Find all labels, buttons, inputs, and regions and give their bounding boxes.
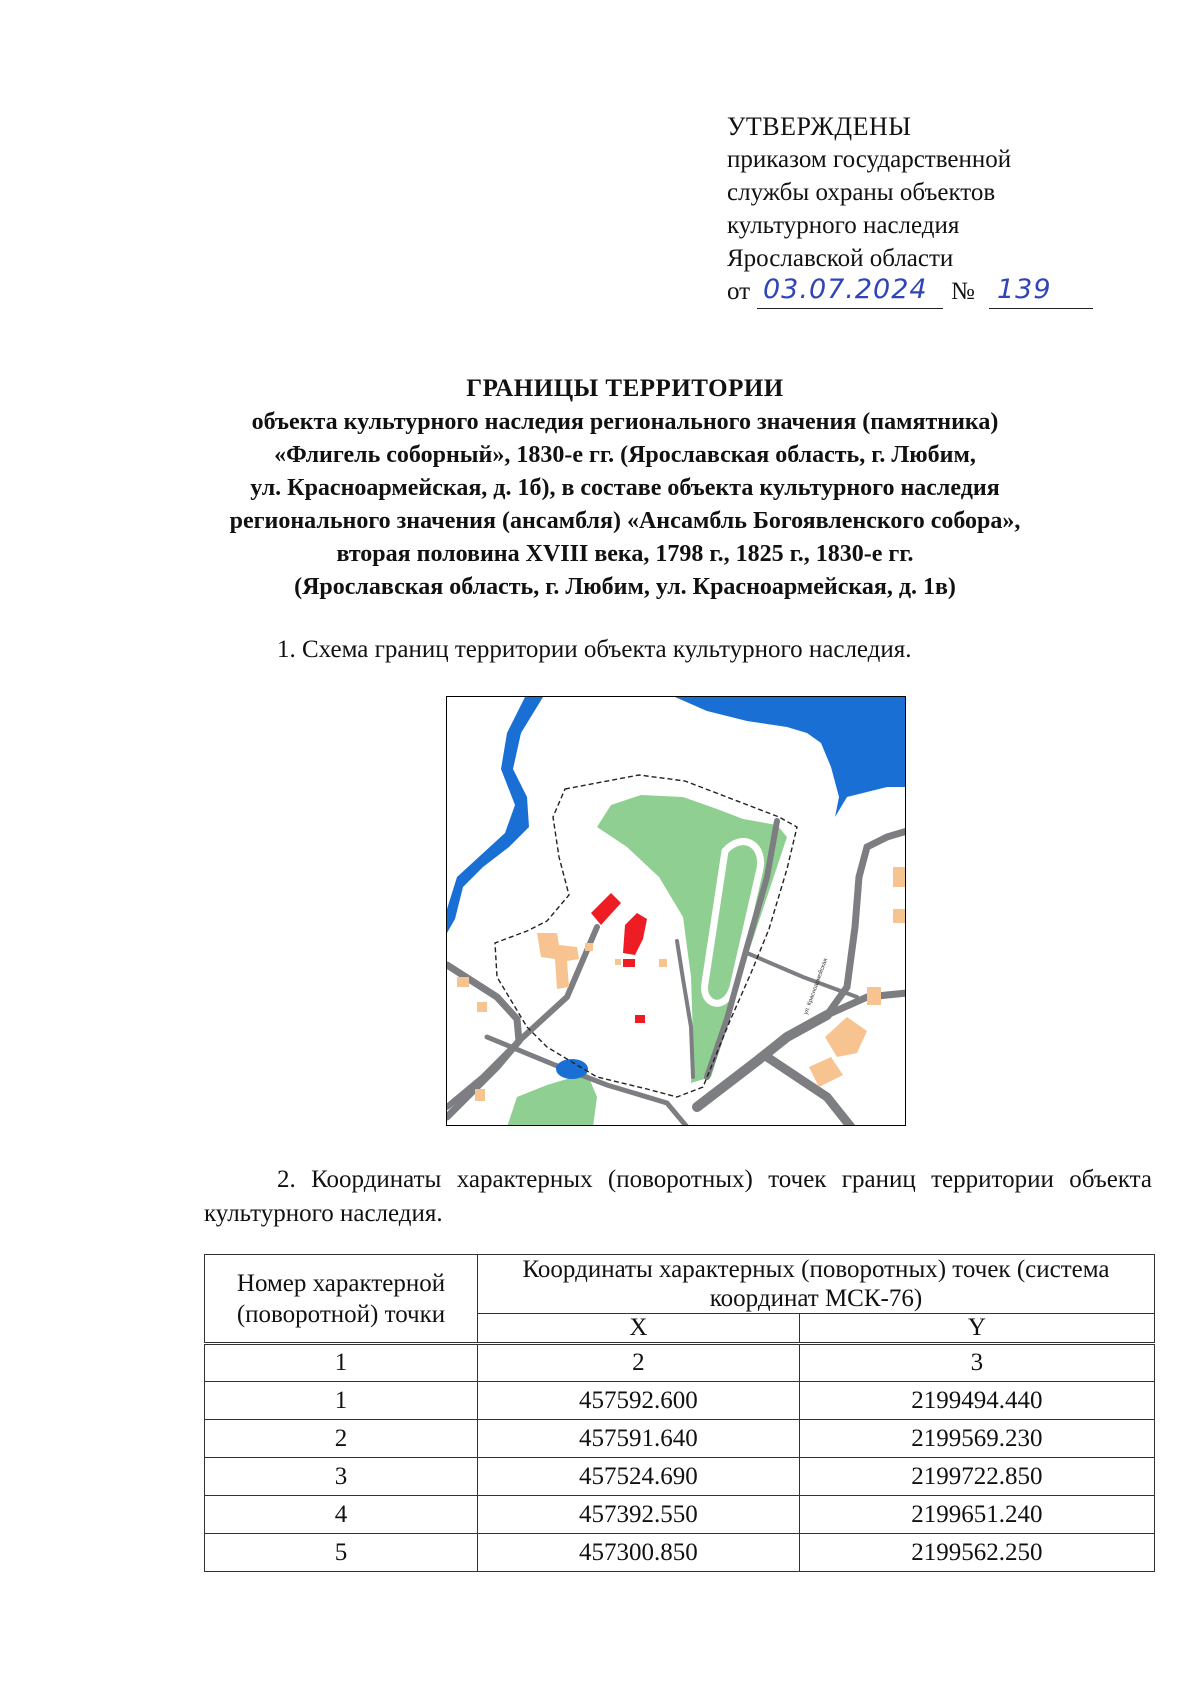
number-prefix: № [951, 278, 975, 305]
building [585, 943, 593, 951]
document-title [150, 372, 1100, 604]
approval-block [727, 110, 1127, 311]
coordinates-table [204, 1254, 1155, 1572]
approval-heading: УТВЕРЖДЕНЫ [727, 112, 912, 141]
table-row [205, 1458, 1155, 1496]
building [867, 987, 881, 1005]
protected-building [623, 959, 635, 967]
coord-y: 2199562.250 [799, 1534, 1154, 1572]
park [507, 1073, 597, 1126]
table-row [205, 1420, 1155, 1458]
road [767, 1057, 851, 1126]
protected-building [591, 893, 621, 925]
handwritten-number: 139 [997, 274, 1052, 305]
coord-y: 2199722.850 [799, 1458, 1154, 1496]
section-2-heading: 2. Координаты характерных (поворотных) точек границ территории объекта культурного наследия. [204, 1166, 1152, 1227]
title-line: «Флигель соборный», 1830-е гг. (Ярославская область, г. Любим, [274, 442, 976, 468]
river [447, 697, 543, 933]
coord-y: 2199494.440 [799, 1382, 1154, 1420]
coord-y: 2199651.240 [799, 1496, 1154, 1534]
point-number: 5 [205, 1534, 478, 1572]
map-svg [447, 697, 906, 1126]
date-field [757, 275, 943, 309]
number-field [989, 275, 1093, 309]
handwritten-date: 03.07.2024 [763, 274, 928, 305]
header-x: X [478, 1314, 800, 1344]
building [893, 909, 906, 923]
title-line: (Ярославская область, г. Любим, ул. Красноармейская, д. 1в) [294, 574, 956, 600]
building [659, 959, 667, 967]
header-y: Y [799, 1314, 1154, 1344]
table-row [205, 1382, 1155, 1420]
point-number: 3 [205, 1458, 478, 1496]
point-number: 2 [205, 1420, 478, 1458]
point-number: 4 [205, 1496, 478, 1534]
section-1-heading: 1. Схема границ территории объекта культурного наследия. [277, 636, 912, 663]
approval-line: культурного наследия [727, 212, 960, 239]
column-number: 1 [205, 1344, 478, 1382]
column-number-row [205, 1344, 1155, 1382]
title-line: регионального значения (ансамбля) «Ансамбль Богоявленского собора», [229, 508, 1021, 534]
approval-line: службы охраны объектов [727, 179, 996, 206]
coord-x: 457300.850 [478, 1534, 800, 1572]
river [675, 697, 906, 817]
header-point-number: Номер характерной (поворотной) точки [205, 1255, 478, 1344]
boundary-map [446, 696, 906, 1126]
map-street-label: ул. Красноармейская [803, 957, 830, 1016]
protected-building [623, 913, 647, 955]
coord-x: 457524.690 [478, 1458, 800, 1496]
approval-line: приказом государственной [727, 146, 1012, 173]
column-number: 2 [478, 1344, 800, 1382]
title-line: вторая половина XVIII века, 1798 г., 1825 г., 1830-е гг. [336, 541, 914, 567]
point-number: 1 [205, 1382, 478, 1420]
building [615, 959, 621, 965]
date-prefix: от [727, 278, 751, 305]
building [477, 1002, 487, 1012]
building [893, 867, 906, 887]
table-row [205, 1496, 1155, 1534]
column-number: 3 [799, 1344, 1154, 1382]
coord-x: 457591.640 [478, 1420, 800, 1458]
table-row [205, 1534, 1155, 1572]
building [475, 1089, 485, 1101]
approval-signature-row [727, 275, 1127, 311]
coord-x: 457592.600 [478, 1382, 800, 1420]
coord-x: 457392.550 [478, 1496, 800, 1534]
title-line: ул. Красноармейская, д. 1б), в составе объекта культурного наследия [250, 475, 1000, 501]
building [457, 977, 469, 987]
building [809, 1057, 843, 1087]
coord-y: 2199569.230 [799, 1420, 1154, 1458]
title-line: объекта культурного наследия регионального значения (памятника) [251, 409, 999, 435]
title-main: ГРАНИЦЫ ТЕРРИТОРИИ [466, 375, 784, 402]
header-coordinates: Координаты характерных (поворотных) точек (система координат МСК-76) [478, 1255, 1155, 1314]
approval-line: Ярославской области [727, 245, 954, 272]
protected-building [635, 1015, 645, 1023]
building [825, 1017, 867, 1057]
